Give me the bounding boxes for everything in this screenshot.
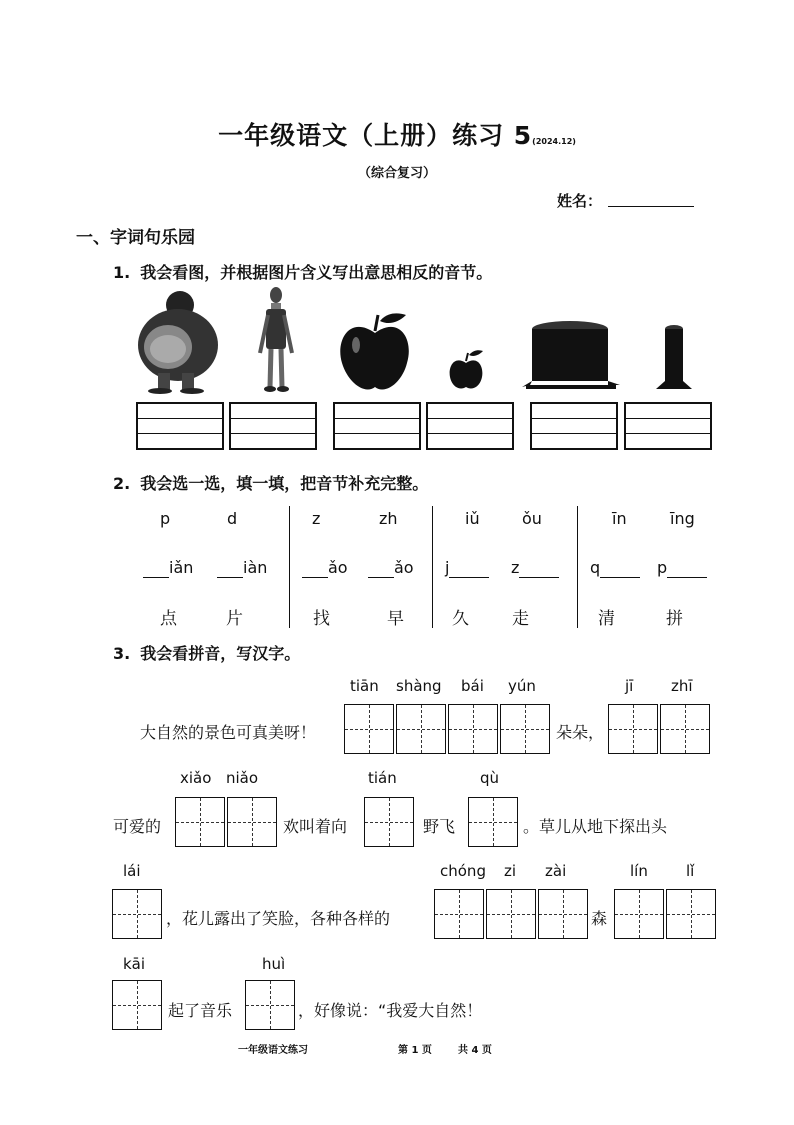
- syllable-initial: q: [590, 558, 601, 577]
- tianzige-box[interactable]: [434, 889, 484, 939]
- tianzige-box[interactable]: [614, 889, 664, 939]
- blank-input[interactable]: [519, 558, 559, 578]
- hanzi: 找: [313, 609, 330, 629]
- tianzige-box[interactable]: [660, 704, 710, 754]
- tianzige-box[interactable]: [396, 704, 446, 754]
- pinyin-label: zhī: [671, 677, 693, 695]
- blank-input[interactable]: [302, 558, 328, 578]
- pinyin-label: xiǎo: [180, 769, 212, 787]
- question-1: [113, 260, 492, 283]
- blank-input[interactable]: [449, 558, 489, 578]
- question-2-number: 2.: [113, 474, 131, 493]
- syllable-initial: z: [511, 558, 520, 577]
- fat-person-picture: [138, 291, 218, 394]
- tianzige-box[interactable]: [112, 980, 162, 1030]
- thick-stump-picture: [522, 321, 620, 389]
- tianzige-box[interactable]: [364, 797, 414, 847]
- name-field[interactable]: [608, 206, 694, 207]
- question-1-text: 我会看图，并根据图片含义写出意思相反的音节。: [140, 263, 493, 282]
- pinyin-writing-box[interactable]: [229, 402, 317, 450]
- footer-page: 第 1 页: [398, 1045, 432, 1056]
- syllable-slot[interactable]: [302, 558, 348, 578]
- syllable-slot[interactable]: [217, 558, 267, 578]
- pinyin-label: zi: [504, 862, 517, 880]
- sentence-text: 森: [591, 909, 608, 928]
- question-3-text: 我会看拼音，写汉字。: [140, 644, 301, 663]
- small-apple-picture: [450, 350, 483, 388]
- pinyin-label: tián: [368, 769, 397, 787]
- pinyin-label: shàng: [396, 677, 442, 695]
- footer-title: 一年级语文练习: [238, 1045, 308, 1056]
- option-initial: d: [227, 509, 238, 528]
- hanzi: 点: [160, 609, 177, 629]
- option-final: ǒu: [522, 509, 542, 528]
- syllable-slot[interactable]: [590, 558, 640, 578]
- sentence-text: ，花儿露出了笑脸，各种各样的: [166, 909, 391, 928]
- tianzige-box[interactable]: [500, 704, 550, 754]
- question-3: [113, 641, 300, 664]
- tianzige-box[interactable]: [175, 797, 225, 847]
- big-apple-picture: [340, 313, 409, 389]
- syllable-final: iǎn: [169, 558, 194, 577]
- sentence-text: ，好像说：“我爱大自然！: [298, 1001, 483, 1020]
- pinyin-writing-box[interactable]: [136, 402, 224, 450]
- pinyin-writing-box[interactable]: [333, 402, 421, 450]
- syllable-slot[interactable]: [143, 558, 193, 578]
- pinyin-label: lǐ: [686, 862, 695, 880]
- pinyin-writing-box[interactable]: [426, 402, 514, 450]
- pinyin-label: lái: [123, 862, 141, 880]
- pinyin-writing-box[interactable]: [624, 402, 712, 450]
- question-2: [113, 471, 428, 494]
- pinyin-label: jī: [625, 677, 634, 695]
- hanzi: 走: [512, 609, 529, 629]
- title-date: (2024.12): [532, 137, 576, 146]
- syllable-slot[interactable]: [511, 558, 559, 578]
- pinyin-label: kāi: [123, 955, 146, 973]
- blank-input[interactable]: [217, 558, 243, 578]
- pinyin-label: yún: [508, 677, 536, 695]
- sentence-text: 野飞: [423, 817, 456, 836]
- pinyin-label: bái: [461, 677, 484, 695]
- question-3-number: 3.: [113, 644, 131, 663]
- syllable-final: ǎo: [394, 558, 414, 577]
- syllable-initial: p: [657, 558, 668, 577]
- page-title: [0, 116, 794, 152]
- section-heading: 一、字词句乐园: [76, 228, 195, 248]
- question-2-text: 我会选一选，填一填，把音节补充完整。: [140, 474, 429, 493]
- tianzige-box[interactable]: [608, 704, 658, 754]
- tianzige-box[interactable]: [245, 980, 295, 1030]
- tianzige-box[interactable]: [227, 797, 277, 847]
- syllable-slot[interactable]: [657, 558, 707, 578]
- pinyin-label: lín: [630, 862, 648, 880]
- sentence-text: 起了音乐: [168, 1001, 233, 1020]
- sentence-text: 朵朵，: [556, 723, 605, 742]
- tianzige-box[interactable]: [468, 797, 518, 847]
- option-initial: zh: [379, 509, 398, 528]
- pinyin-writing-box[interactable]: [530, 402, 618, 450]
- pinyin-label: huì: [262, 955, 286, 973]
- option-initial: z: [312, 509, 321, 528]
- divider: [577, 506, 578, 628]
- blank-input[interactable]: [368, 558, 394, 578]
- option-initial: p: [160, 509, 171, 528]
- title-text: 一年级语文（上册）练习 5: [218, 121, 533, 150]
- q1-pictures: [130, 285, 730, 397]
- sentence-text: 大自然的景色可真美呀！: [140, 723, 317, 742]
- pinyin-label: tiān: [350, 677, 379, 695]
- divider: [432, 506, 433, 628]
- pinyin-label: chóng: [440, 862, 486, 880]
- hanzi: 清: [598, 609, 615, 629]
- pinyin-label: zài: [545, 862, 567, 880]
- tianzige-box[interactable]: [538, 889, 588, 939]
- tianzige-box[interactable]: [486, 889, 536, 939]
- question-1-number: 1.: [113, 263, 131, 282]
- blank-input[interactable]: [143, 558, 169, 578]
- tianzige-box[interactable]: [666, 889, 716, 939]
- syllable-initial: j: [445, 558, 450, 577]
- syllable-final: iàn: [243, 558, 268, 577]
- name-label: 姓名：: [557, 192, 603, 210]
- tianzige-box[interactable]: [448, 704, 498, 754]
- thin-person-picture: [260, 287, 292, 392]
- pinyin-label: niǎo: [226, 769, 259, 787]
- hanzi: 早: [387, 609, 404, 629]
- option-final: īn: [612, 509, 627, 528]
- option-final: iǔ: [465, 509, 480, 528]
- tianzige-box[interactable]: [112, 889, 162, 939]
- sentence-text: 。草儿从地下探出头: [523, 817, 668, 836]
- syllable-slot[interactable]: [368, 558, 414, 578]
- sentence-text: 可爱的: [113, 817, 162, 836]
- tianzige-box[interactable]: [344, 704, 394, 754]
- footer-total: 共 4 页: [458, 1045, 492, 1056]
- hanzi: 片: [226, 609, 243, 629]
- hanzi: 拼: [666, 609, 683, 629]
- syllable-slot[interactable]: [445, 558, 489, 578]
- divider: [289, 506, 290, 628]
- option-final: īng: [670, 509, 695, 528]
- blank-input[interactable]: [600, 558, 640, 578]
- pinyin-label: qù: [480, 769, 500, 787]
- hanzi: 久: [452, 609, 469, 629]
- page-subtitle: （综合复习）: [357, 166, 436, 181]
- blank-input[interactable]: [667, 558, 707, 578]
- syllable-final: ǎo: [328, 558, 348, 577]
- thin-stump-picture: [656, 325, 692, 389]
- sentence-text: 欢叫着向: [283, 817, 348, 836]
